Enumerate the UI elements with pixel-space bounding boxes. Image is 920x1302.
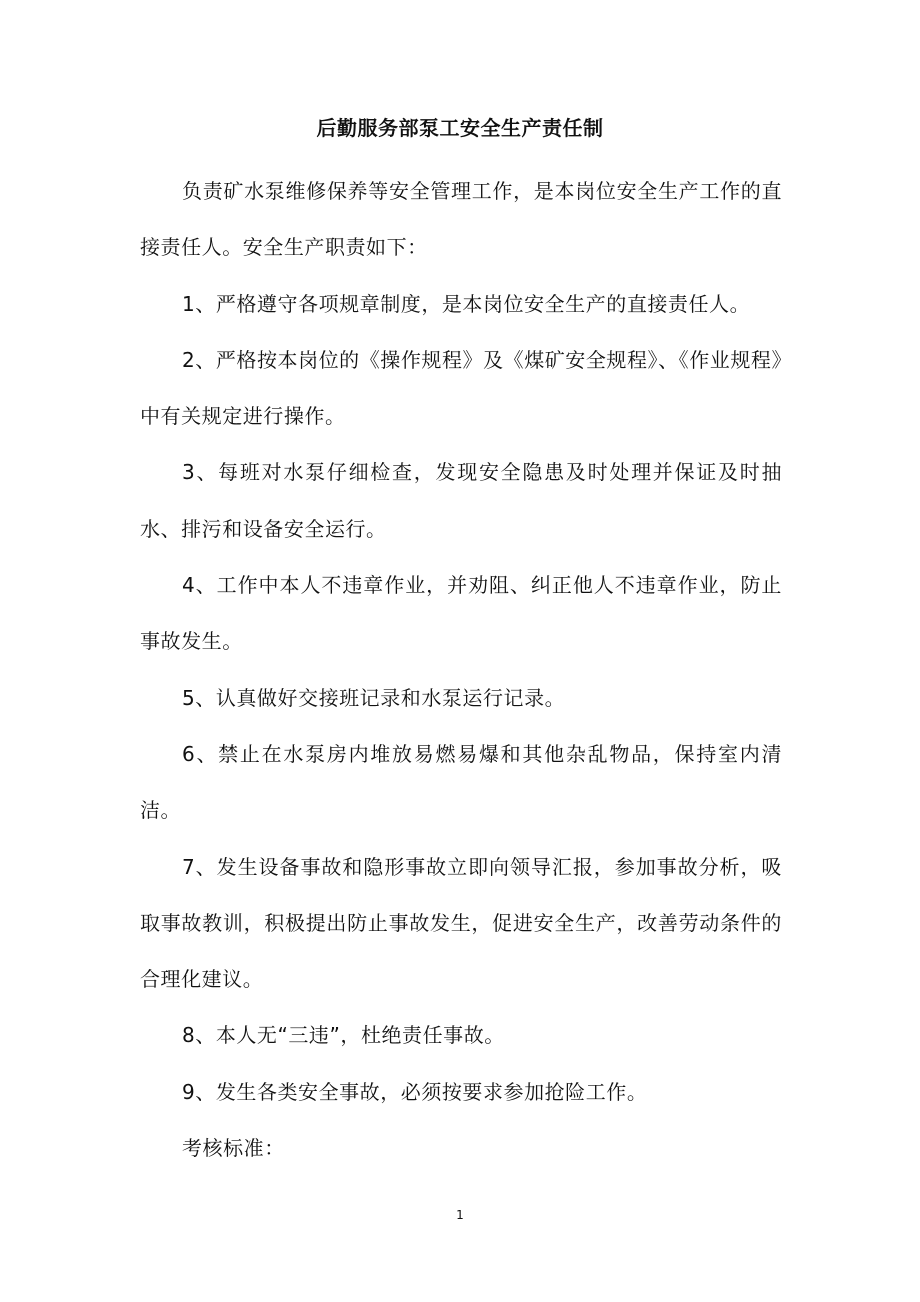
paragraph-item-3: 3、每班对水泵仔细检查，发现安全隐患及时处理并保证及时抽水、排污和设备安全运行。 — [140, 460, 782, 541]
document-title: 后勤服务部泵工安全生产责任制 — [316, 116, 604, 140]
paragraph-item-1: 1、严格遵守各项规章制度，是本岗位安全生产的直接责任人。 — [182, 291, 751, 316]
paragraph-item-6: 6、禁止在水泵房内堆放易燃易爆和其他杂乱物品，保持室内清洁。 — [140, 741, 782, 823]
page-number: 1 — [456, 1208, 464, 1222]
paragraph-item-4: 4、工作中本人不违章作业，并劝阻、纠正他人不违章作业，防止事故发生。 — [140, 573, 782, 654]
paragraph-item-2: 2、严格按本岗位的《操作规程》及《煤矿安全规程》、《作业规程》中有关规定进行操作。 — [140, 347, 782, 429]
paragraph-assessment-heading: 考核标准： — [182, 1136, 285, 1161]
paragraph-item-5: 5、认真做好交接班记录和水泵运行记录。 — [182, 685, 566, 710]
paragraph-intro: 负责矿水泵维修保养等安全管理工作，是本岗位安全生产工作的直接责任人。安全生产职责如下： — [140, 179, 782, 260]
paragraph-item-7: 7、发生设备事故和隐形事故立即向领导汇报，参加事故分析，吸取事故教训，积极提出防止事故发生，促进安全生产，改善劳动条件的合理化建议。 — [140, 854, 782, 992]
paragraph-item-8: 8、本人无“三违”，杜绝责任事故。 — [182, 1023, 505, 1048]
document-body — [140, 163, 782, 1176]
paragraph-item-9: 9、发生各类安全事故，必须按要求参加抢险工作。 — [182, 1079, 648, 1104]
